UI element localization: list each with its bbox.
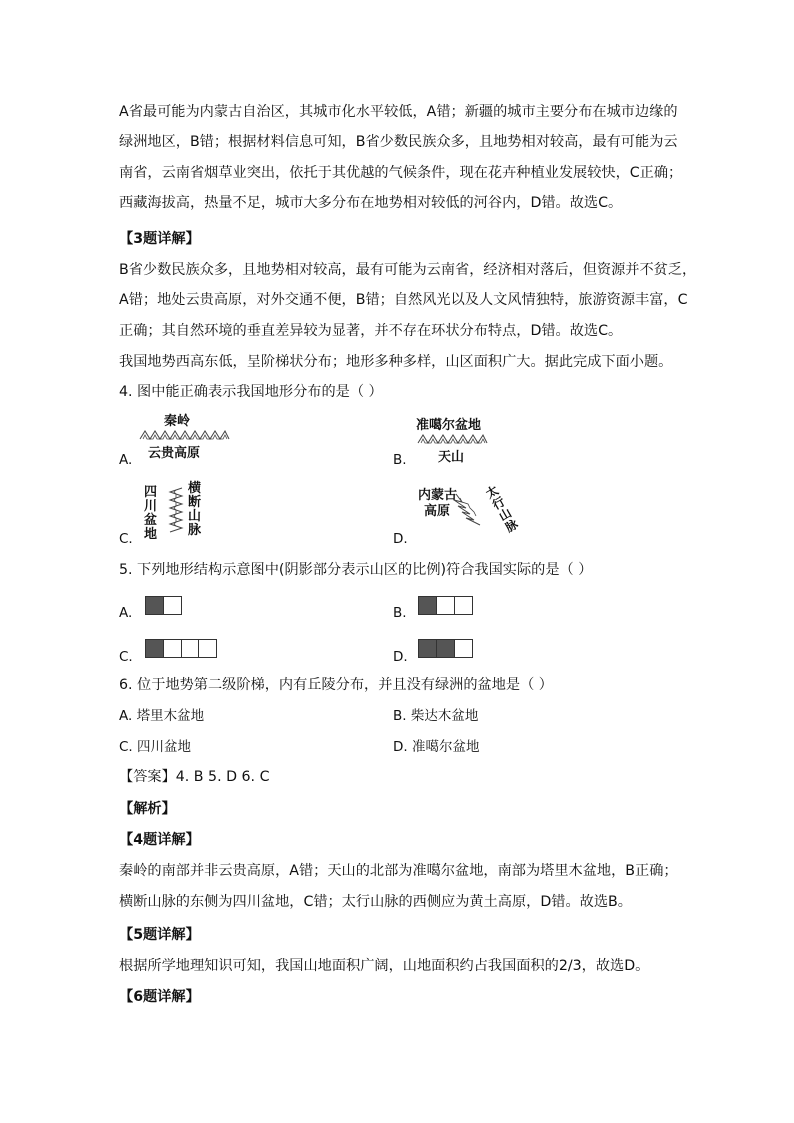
shaded-cell: [418, 596, 437, 615]
section-heading: 【6题详解】: [119, 989, 200, 1005]
analysis-heading: 【解析】: [119, 801, 176, 817]
q5-option-d-label: D.: [393, 649, 408, 665]
q4-option-d-label: D.: [393, 531, 408, 547]
label-qinling: 秦岭: [164, 414, 191, 429]
q5-option-b-label: B.: [393, 605, 407, 621]
shaded-cell: [145, 639, 164, 658]
q4-option-a-label: A.: [119, 452, 133, 468]
q5-option-c-label: C.: [119, 649, 133, 665]
q4-figure-b: [416, 414, 516, 464]
q6-option-d: D. 准噶尔盆地: [393, 739, 480, 755]
q6-option-a: A. 塔里木盆地: [119, 708, 205, 724]
empty-cell: [181, 639, 200, 658]
mountain-range-icon: [452, 492, 484, 526]
q4-figure-d: [418, 483, 521, 544]
label-hengduan-mountains: 横断山脉: [188, 481, 202, 538]
answer-line: 【答案】4. B 5. D 6. C: [119, 769, 270, 785]
q5-option-a-diagram: [145, 596, 181, 615]
shaded-cell: [436, 639, 455, 658]
text-line: 横断山脉的东侧为四川盆地，C错；太行山脉的西侧应为黄土高原，D错。故选B。: [119, 894, 632, 910]
q5-option-d-diagram: [418, 639, 471, 658]
text-line: 秦岭的南部并非云贵高原，A错；天山的北部为准噶尔盆地，南部为塔里木盆地，B正确；: [119, 863, 678, 879]
text-line: 正确；其自然环境的垂直差异较为显著，并不存在环状分布特点，D错。故选C。: [119, 323, 623, 339]
text-line: 我国地势西高东低，呈阶梯状分布；地形多种多样，山区面积广大。据此完成下面小题。: [119, 354, 673, 370]
question-6-stem: 6. 位于地势第二级阶梯，内有丘陵分布，并且没有绿洲的盆地是（ ）: [119, 677, 553, 693]
label-inner-mongolia-plateau-2: 高原: [424, 504, 451, 519]
empty-cell: [436, 596, 455, 615]
label-sichuan-basin: 四川盆地: [144, 485, 158, 542]
text-line: A错；地处云贵高原，对外交通不便，B错；自然风光以及人文风情独特，旅游资源丰富，C: [119, 292, 688, 308]
q4-figure-c: [144, 482, 214, 544]
empty-cell: [198, 639, 217, 658]
shaded-cell: [418, 639, 437, 658]
empty-cell: [454, 596, 473, 615]
section-heading: 【4题详解】: [119, 832, 200, 848]
q5-option-a-label: A.: [119, 605, 133, 621]
text-line: 南省，云南省烟草业突出，依托于其优越的气候条件，现在花卉种植业发展较快，C正确；: [119, 165, 683, 181]
empty-cell: [163, 596, 182, 615]
label-yungui-plateau: 云贵高原: [148, 446, 201, 461]
empty-cell: [454, 639, 473, 658]
q4-figure-a: [138, 410, 230, 462]
mountain-range-icon: [416, 432, 488, 444]
label-taihang-mountains: 太行山脉: [483, 483, 521, 536]
label-junggar-basin: 准噶尔盆地: [416, 418, 482, 433]
mountain-range-icon: [138, 428, 230, 440]
section-heading: 【5题详解】: [119, 927, 200, 943]
question-5-stem: 5. 下列地形结构示意图中(阴影部分表示山区的比例)符合我国实际的是（ ）: [119, 562, 593, 578]
label-inner-mongolia-plateau: 内蒙古: [418, 488, 458, 503]
shaded-cell: [145, 596, 164, 615]
empty-cell: [163, 639, 182, 658]
section-heading: 【3题详解】: [119, 231, 200, 247]
q4-option-b-label: B.: [393, 452, 407, 468]
text-line: 根据所学地理知识可知，我国山地面积广阔，山地面积约占我国面积的2/3，故选D。: [119, 958, 650, 974]
q6-option-b: B. 柴达木盆地: [393, 708, 479, 724]
q4-option-c-label: C.: [119, 531, 133, 547]
label-tianshan: 天山: [438, 450, 465, 465]
text-line: 西藏海拔高，热量不足，城市大多分布在地势相对较低的河谷内，D错。故选C。: [119, 195, 623, 211]
question-4-stem: 4. 图中能正确表示我国地形分布的是（ ）: [119, 384, 383, 400]
text-line: A省最可能为内蒙古自治区，其城市化水平较低，A错；新疆的城市主要分布在城市边缘的: [119, 104, 678, 120]
q5-option-b-diagram: [418, 596, 471, 615]
q6-option-c: C. 四川盆地: [119, 739, 192, 755]
mountain-range-icon: [162, 486, 184, 534]
text-line: 绿洲地区，B错；根据材料信息可知，B省少数民族众多，且地势相对较高，最有可能为云: [119, 134, 678, 150]
text-line: B省少数民族众多，且地势相对较高，最有可能为云南省，经济相对落后，但资源并不贫乏，: [119, 262, 697, 278]
q5-option-c-diagram: [145, 639, 216, 658]
